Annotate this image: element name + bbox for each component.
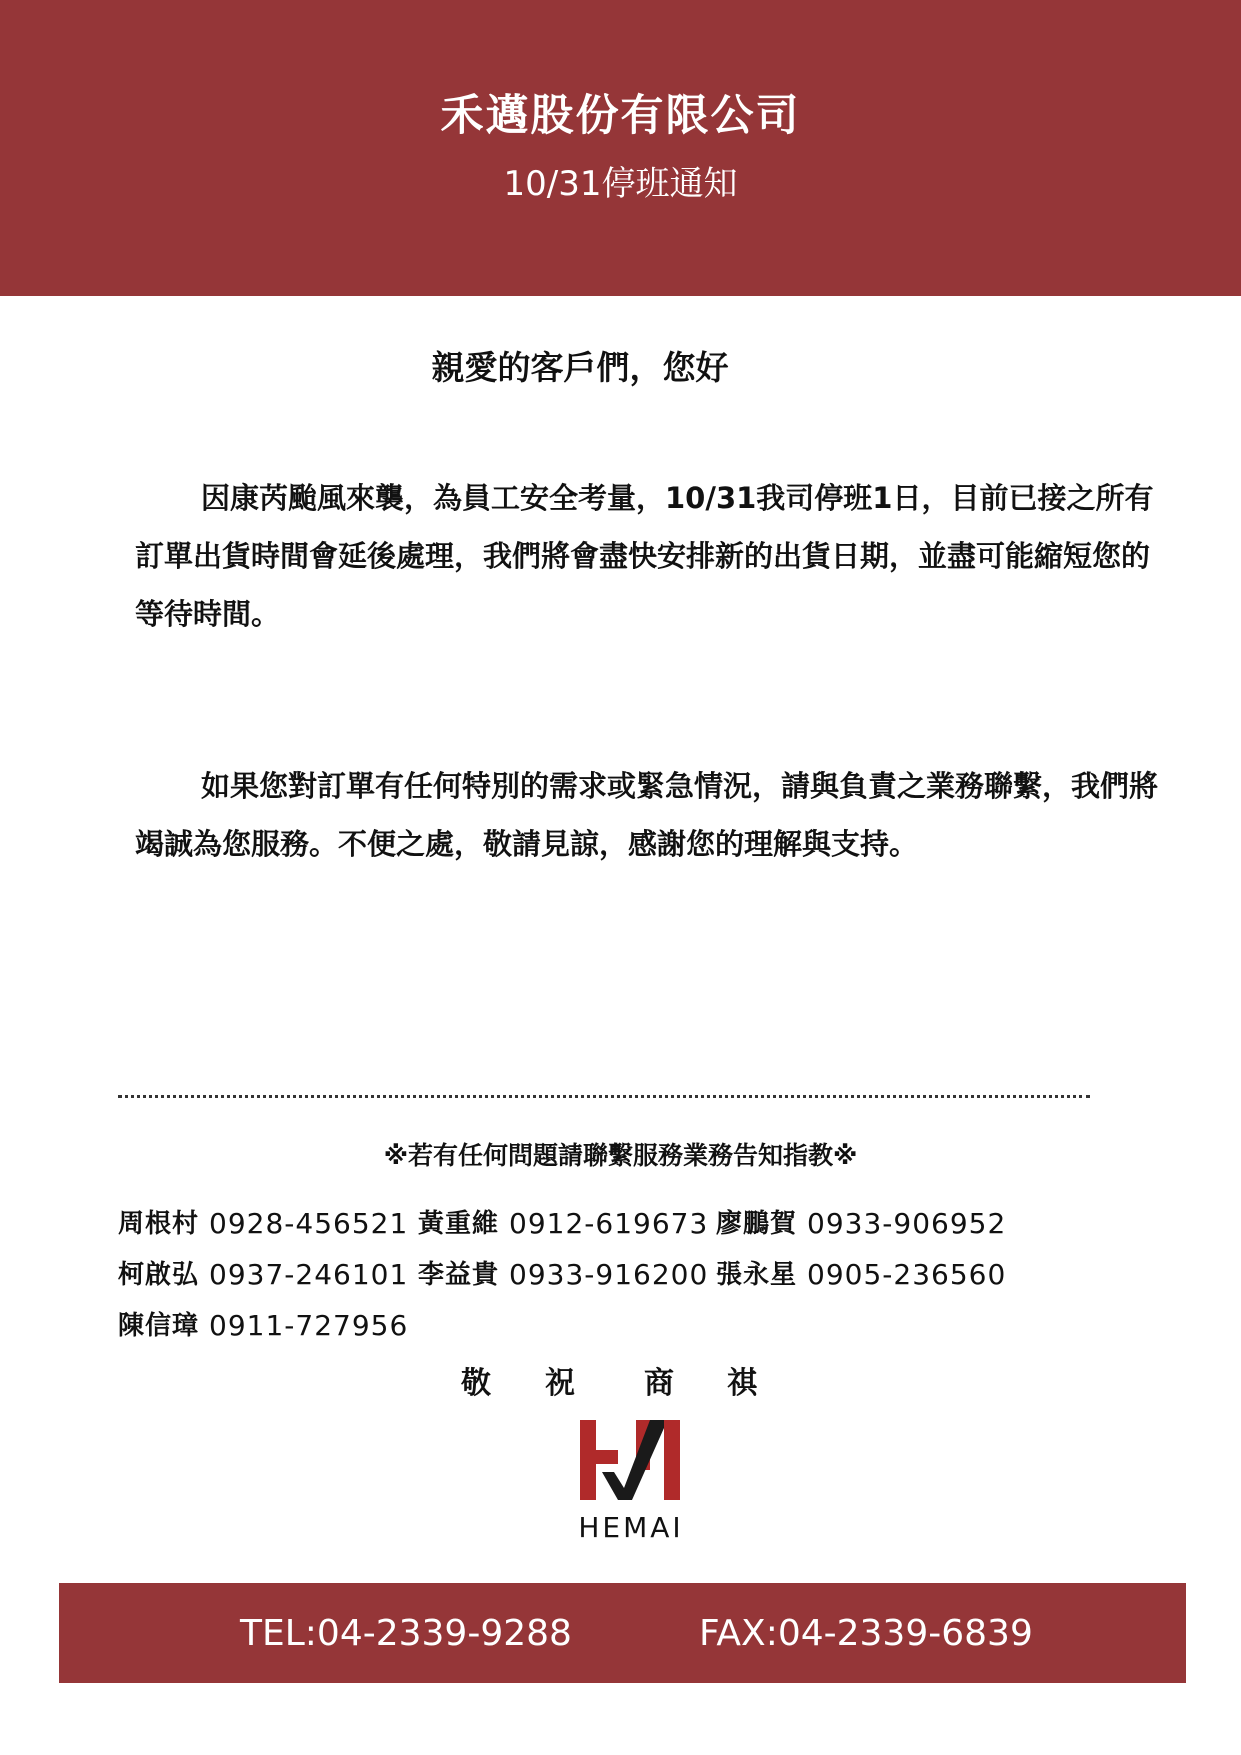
header-band [0,0,1241,296]
contact-name: 李益貴 [418,1259,500,1290]
closing-char: 敬 [461,1366,491,1401]
contact-list [118,1198,1118,1351]
contact-phone: 0911-727956 [209,1308,409,1342]
notice-title: 10/31停班通知 [503,164,738,204]
contact-phone: 0928-456521 [209,1206,409,1240]
closing-char: 商 [644,1366,674,1401]
contact-phone: 0937-246101 [209,1257,409,1291]
contact-item [716,1255,1016,1295]
hemai-logo-icon [580,1420,680,1500]
contact-name: 張永星 [716,1259,798,1290]
contact-name: 陳信璋 [118,1310,200,1341]
contact-row [118,1198,1118,1249]
contact-name: 柯啟弘 [118,1259,200,1290]
contact-phone: 0933-916200 [509,1257,709,1291]
contact-phone: 0912-619673 [509,1206,709,1240]
contact-item [118,1204,418,1244]
contact-phone: 0905-236560 [807,1257,1007,1291]
logo-text: HEMAI [578,1511,684,1544]
contact-row [118,1300,1118,1351]
contact-item [418,1204,716,1244]
contact-item [118,1255,418,1295]
contact-name: 廖鵬賀 [716,1208,798,1239]
closing-char: 祝 [545,1366,575,1401]
dotted-divider [118,1095,1090,1098]
contact-item [716,1204,1016,1244]
contact-item [118,1306,418,1346]
company-name: 禾邁股份有限公司 [440,91,801,141]
contact-row [118,1249,1118,1300]
contact-heading: ※若有任何問題請聯繫服務業務告知指教※ [383,1141,858,1170]
closing-salutation [0,1358,1241,1402]
contact-name: 黃重維 [418,1208,500,1239]
footer-fax: FAX:04-2339-6839 [699,1613,1033,1654]
footer-band [59,1583,1186,1683]
paragraph-closure-notice: 因康芮颱風來襲，為員工安全考量，10/31我司停班1日，目前已接之所有訂單出貨時間會延後處理，我們將會盡快安排新的出貨日期，並盡可能縮短您的等待時間。 [135,481,1154,631]
contact-item [418,1255,716,1295]
contact-name: 周根村 [118,1208,200,1239]
contact-phone: 0933-906952 [807,1206,1007,1240]
footer-tel: TEL:04-2339-9288 [240,1613,572,1654]
greeting: 親愛的客戶們，您好 [431,348,729,387]
closing-char: 祺 [727,1366,757,1401]
paragraph-contact-request: 如果您對訂單有任何特別的需求或緊急情況，請與負責之業務聯繫，我們將竭誠為您服務。不便之處，敬請見諒，感謝您的理解與支持。 [135,769,1159,861]
